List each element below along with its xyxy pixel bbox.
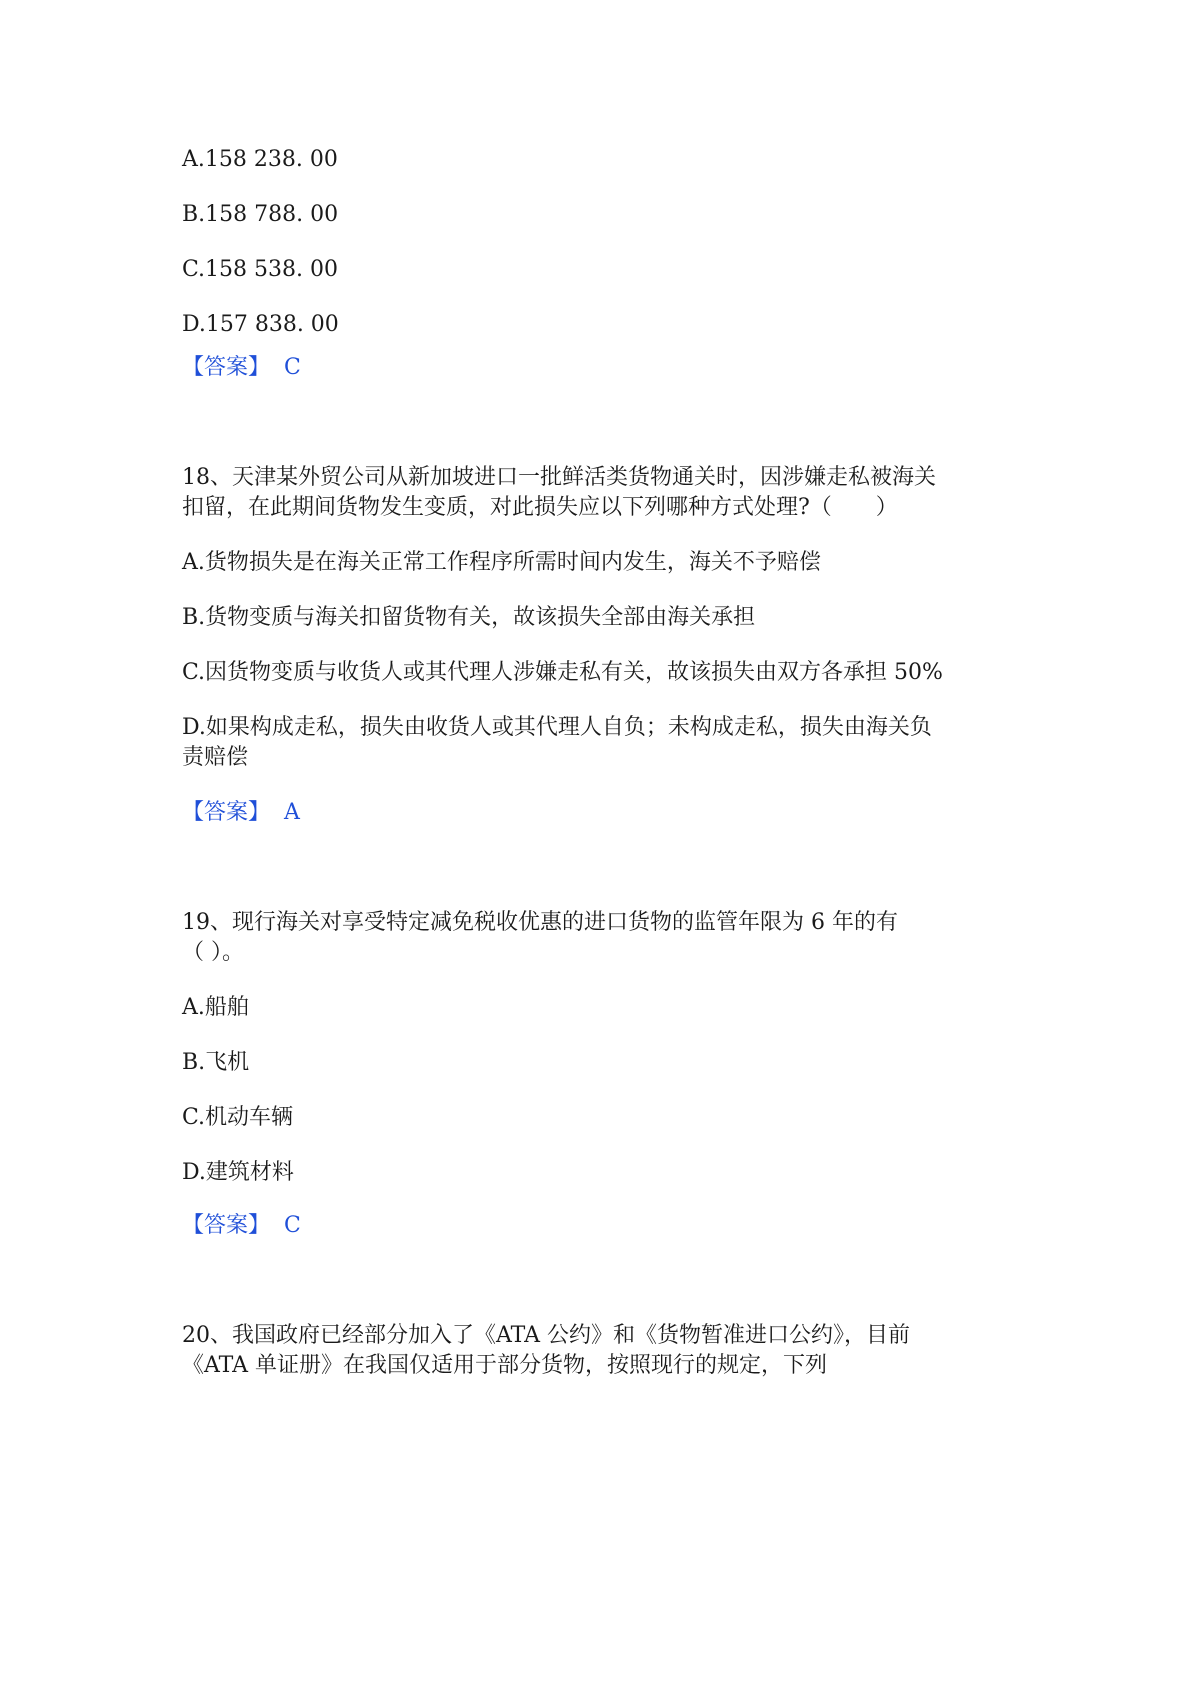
answer-value: A [284, 800, 300, 825]
q20-stem-line-2: 《ATA 单证册》在我国仅适用于部分货物，按照现行的规定，下列 [182, 1353, 828, 1378]
q20-stem-line-1: 20、我国政府已经部分加入了《ATA 公约》和《货物暂准进口公约》，目前 [182, 1323, 911, 1348]
q18-option-c: C.因货物变质与收货人或其代理人涉嫌走私有关，故该损失由双方各承担 50% [182, 660, 943, 685]
q19-option-a: A.船舶 [182, 995, 249, 1020]
q19-option-d: D.建筑材料 [182, 1160, 294, 1185]
q19-option-b: B.飞机 [182, 1050, 250, 1075]
q19-stem-line-1: 19、现行海关对享受特定减免税收优惠的进口货物的监管年限为 6 年的有 [182, 910, 898, 935]
q17-option-c: C.158 538. 00 [182, 257, 338, 282]
answer-value: C [284, 355, 301, 380]
q19-option-c: C.机动车辆 [182, 1105, 294, 1130]
q18-option-d-line-1: D.如果构成走私，损失由收货人或其代理人自负；未构成走私，损失由海关负 [182, 715, 932, 740]
q17-option-d: D.157 838. 00 [182, 312, 339, 337]
q19-stem-line-2: （ ）。 [182, 940, 244, 965]
q18-option-b: B.货物变质与海关扣留货物有关，故该损失全部由海关承担 [182, 605, 756, 630]
q19-answer [182, 1213, 301, 1239]
answer-value: C [284, 1213, 301, 1238]
q18-option-d-line-2: 责赔偿 [182, 745, 249, 770]
q18-stem-line-1: 18、天津某外贸公司从新加坡进口一批鲜活类货物通关时，因涉嫌走私被海关 [182, 465, 936, 490]
q17-option-a: A.158 238. 00 [182, 147, 338, 172]
q18-answer [182, 800, 300, 826]
answer-label: 【答案】 [182, 355, 271, 380]
q17-option-b: B.158 788. 00 [182, 202, 339, 227]
q17-answer [182, 355, 301, 381]
q18-option-a: A.货物损失是在海关正常工作程序所需时间内发生，海关不予赔偿 [182, 550, 821, 575]
answer-label: 【答案】 [182, 800, 271, 825]
q18-stem-line-2: 扣留，在此期间货物发生变质，对此损失应以下列哪种方式处理?（ ） [182, 495, 898, 520]
answer-label: 【答案】 [182, 1213, 271, 1238]
